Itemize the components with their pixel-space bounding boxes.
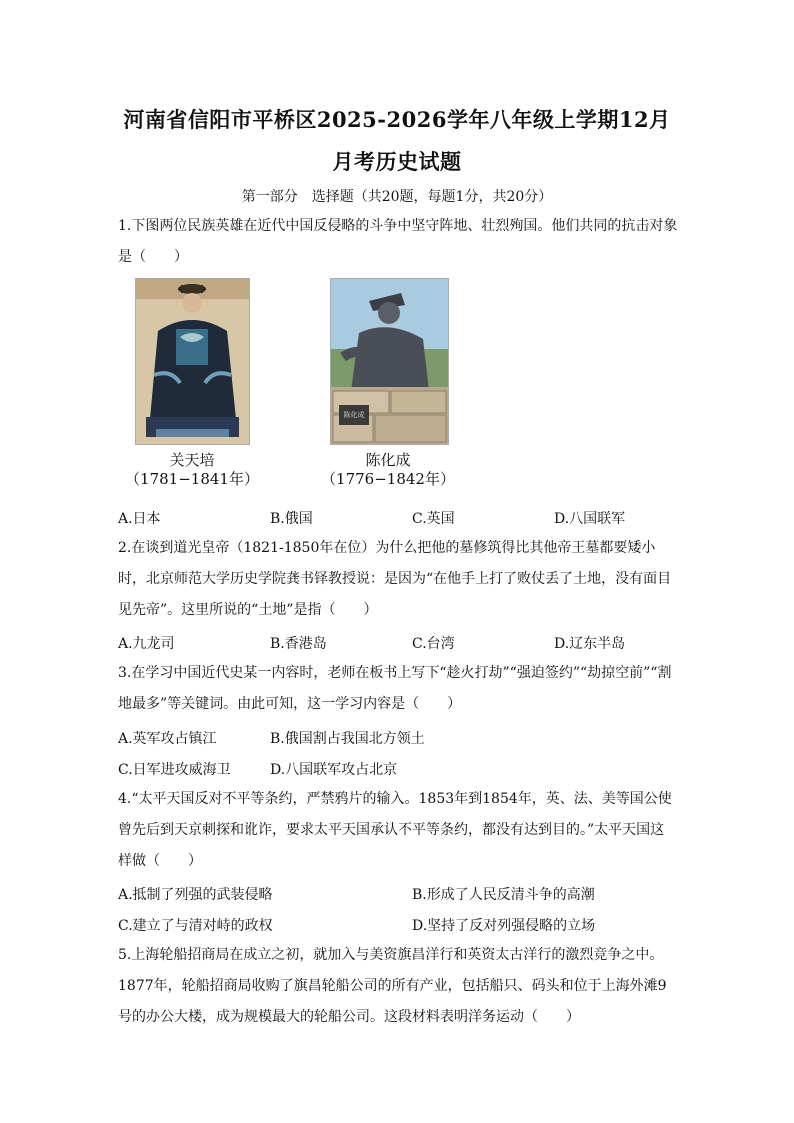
q3-option-b: B.俄国割占我国北方领土 bbox=[270, 731, 425, 747]
exam-title-line1: 河南省信阳市平桥区2025-2026学年八年级上学期12月 bbox=[123, 107, 671, 132]
figure-1-years: （1781−1841年） bbox=[125, 470, 259, 488]
q2-option-a: A.九龙司 bbox=[118, 636, 175, 652]
guan-tianpei-portrait bbox=[135, 278, 250, 445]
question-4-stem: 4.“太平天国反对不平等条约，严禁鸦片的输入。1853年到1854年，英、法、美等国公使曾先后到天京刺探和讹诈，要求太平天国承认不平等条约，都没有达到目的。”太平天国这样做（ ） bbox=[118, 791, 672, 869]
question-1-stem: 1.下图两位民族英雄在近代中国反侵略的斗争中坚守阵地、壮烈殉国。他们共同的抗击对象是（ ） bbox=[118, 218, 678, 265]
q2-option-b: B.香港岛 bbox=[270, 636, 327, 652]
q1-option-a: A.日本 bbox=[118, 511, 161, 527]
q1-option-b: B.俄国 bbox=[270, 511, 313, 527]
q4-option-a: A.抵制了列强的武装侵略 bbox=[118, 887, 273, 903]
q3-option-c: C.日军进攻威海卫 bbox=[118, 762, 231, 778]
q3-option-a: A.英军攻占镇江 bbox=[118, 731, 217, 747]
question-5-stem: 5.上海轮船招商局在成立之初，就加入与美资旗昌洋行和英资太古洋行的激烈竞争之中。1877年，轮船招商局收购了旗昌轮船公司的所有产业，包括船只、码头和位于上海外滩9号的办公大楼，成为规模最大的轮船公司。这段材料表明洋务运动（ ） bbox=[118, 947, 667, 1025]
q2-option-c: C.台湾 bbox=[412, 636, 455, 652]
q4-option-b: B.形成了人民反清斗争的高潮 bbox=[412, 887, 595, 903]
figure-2-name: 陈化成 bbox=[365, 451, 411, 469]
figure-2-years: （1776−1842年） bbox=[321, 470, 455, 488]
q3-option-d: D.八国联军攻占北京 bbox=[270, 762, 398, 778]
statue-plaque: 陈化成 bbox=[343, 411, 365, 419]
question-3-stem: 3.在学习中国近代史某一内容时，老师在板书上写下“趁火打劫”“强迫签约”“劫掠空前”“割地最多”等关键词。由此可知，这一学习内容是（ ） bbox=[118, 665, 672, 712]
q4-option-c: C.建立了与清对峙的政权 bbox=[118, 918, 273, 934]
q1-option-d: D.八国联军 bbox=[554, 511, 626, 527]
q1-option-c: C.英国 bbox=[412, 511, 455, 527]
question-2-stem: 2.在谈到道光皇帝（1821-1850年在位）为什么把他的墓修筑得比其他帝王墓都要矮小时，北京师范大学历史学院龚书铎教授说：是因为“在他手上打了败仗丢了土地，没有面目见先帝”。这里所说的“土地”是指（ ） bbox=[118, 540, 672, 618]
q4-option-d: D.坚持了反对列强侵略的立场 bbox=[412, 918, 596, 934]
chen-huacheng-statue-photo bbox=[330, 278, 449, 445]
figure-1-name: 关天培 bbox=[169, 451, 215, 469]
q2-option-d: D.辽东半岛 bbox=[554, 636, 626, 652]
exam-title-line2: 月考历史试题 bbox=[332, 149, 462, 174]
section-heading: 第一部分 选择题（共20题，每题1分，共20分） bbox=[241, 189, 553, 205]
